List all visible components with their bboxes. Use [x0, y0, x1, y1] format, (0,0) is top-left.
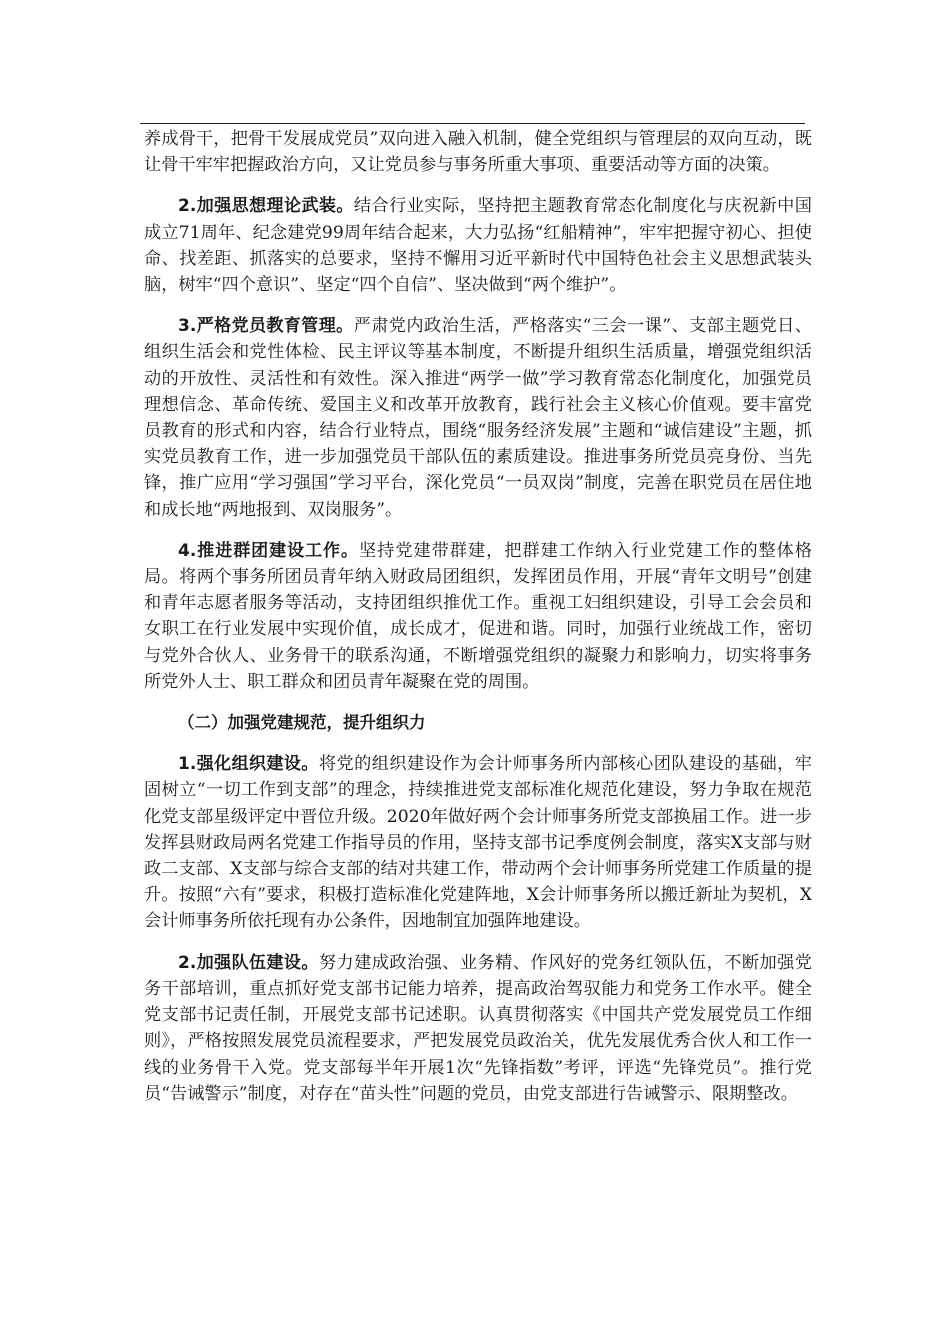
paragraph-lead: 1.强化组织建设。 — [178, 754, 319, 775]
paragraph-text: 努力建成政治强、业务精、作风好的党务红领队伍，不断加强党务干部培训，重点抓好党支部书记能力培养，提高政治驾驭能力和党务工作水平。健全党支部书记责任制，开展党支部书记述职。认真贯彻落实《中国共产党发展党员工作细则》，严格按照发展党员流程要求，严把发展党员政治关，优先发展优秀合伙人和工作一线的业务骨干入党。党支部每半年开展1次“先锋指数”考评，评选“先锋党员”。推行党员“告诫警示”制度，对存在“苗头性”问题的党员，由党支部进行告诫警示、限期整改。 — [144, 952, 812, 1104]
paragraph-education — [144, 313, 812, 523]
paragraph-ideology — [144, 193, 812, 298]
paragraph-text: 结合行业实际，坚持把主题教育常态化制度化与庆祝新中国成立71周年、纪念建党99周年结合起来，大力弘扬“红船精神”，牢牢把握守初心、担使命、找差距、抓落实的总要求，坚持不懈用习近平新时代中国特色社会主义思想武装头脑，树牢“四个意识”、坚定“四个自信”、坚决做到“两个维护”。 — [144, 196, 812, 296]
paragraph-text: 坚持党建带群建，把群建工作纳入行业党建工作的整体格局。将两个事务所团员青年纳入财政局团组织，发挥团员作用，开展“青年文明号”创建和青年志愿者服务等活动，支持团组织推优工作。重视工妇组织建设，引导工会会员和女职工在行业发展中实现价值，成长成才，促进和谐。同时，加强行业统战工作，密切与党外合伙人、业务骨干的联系沟通，不断增强党组织的凝聚力和影响力，切实将事务所党外人士、职工群众和团员青年凝聚在党的周围。 — [144, 540, 812, 692]
document-body — [144, 126, 812, 1107]
paragraph-lead: 3.严格党员教育管理。 — [178, 316, 354, 337]
section-heading: （二）加强党建规范，提升组织力 — [178, 713, 426, 733]
header-rule — [140, 123, 805, 124]
paragraph-text: 严肃党内政治生活，严格落实“三会一课”、支部主题党日、组织生活会和党性体检、民主评议等基本制度，不断提升组织生活质量，增强党组织活动的开放性、灵活性和有效性。深入推进“两学一做”学习教育常态化制度化，加强党员理想信念、革命传统、爱国主义和改革开放教育，践行社会主义核心价值观。要丰富党员教育的形式和内容，结合行业特点，围绕“服务经济发展”主题和“诚信建设”主题，抓实党员教育工作，进一步加强党员干部队伍的素质建设。推进事务所党员亮身份、当先锋，推广应用“学习强国”学习平台，深化党员“一员双岗”制度，完善在职党员在居住地和成长地“两地报到、双岗服务”。 — [144, 316, 812, 520]
paragraph-text: 养成骨干，把骨干发展成党员”双向进入融入机制，健全党组织与管理层的双向互动，既让骨干牢牢把握政治方向，又让党员参与事务所重大事项、重要活动等方面的决策。 — [144, 129, 812, 176]
paragraph-lead: 2.加强思想理论武装。 — [178, 196, 354, 217]
paragraph-lead: 2.加强队伍建设。 — [178, 952, 319, 973]
paragraph-continued — [144, 126, 812, 178]
paragraph-team — [144, 950, 812, 1107]
paragraph-lead: 4.推进群团建设工作。 — [178, 540, 359, 561]
paragraph-groups — [144, 538, 812, 695]
paragraph-text: 将党的组织建设作为会计师事务所内部核心团队建设的基础，牢固树立“一切工作到支部”的理念，持续推进党支部标准化规范化建设，努力争取在规范化党支部星级评定中晋位升级。2020年做好两个会计师事务所党支部换届工作。进一步发挥县财政局两名党建工作指导员的作用，坚持支部书记季度例会制度，落实X支部与财政二支部、X支部与综合支部的结对共建工作，带动两个会计师事务所党建工作质量的提升。按照“六有”要求，积极打造标准化党建阵地，X会计师事务所以搬迁新址为契机，X会计师事务所依托现有办公条件，因地制宜加强阵地建设。 — [144, 754, 812, 932]
paragraph-organization — [144, 751, 812, 934]
